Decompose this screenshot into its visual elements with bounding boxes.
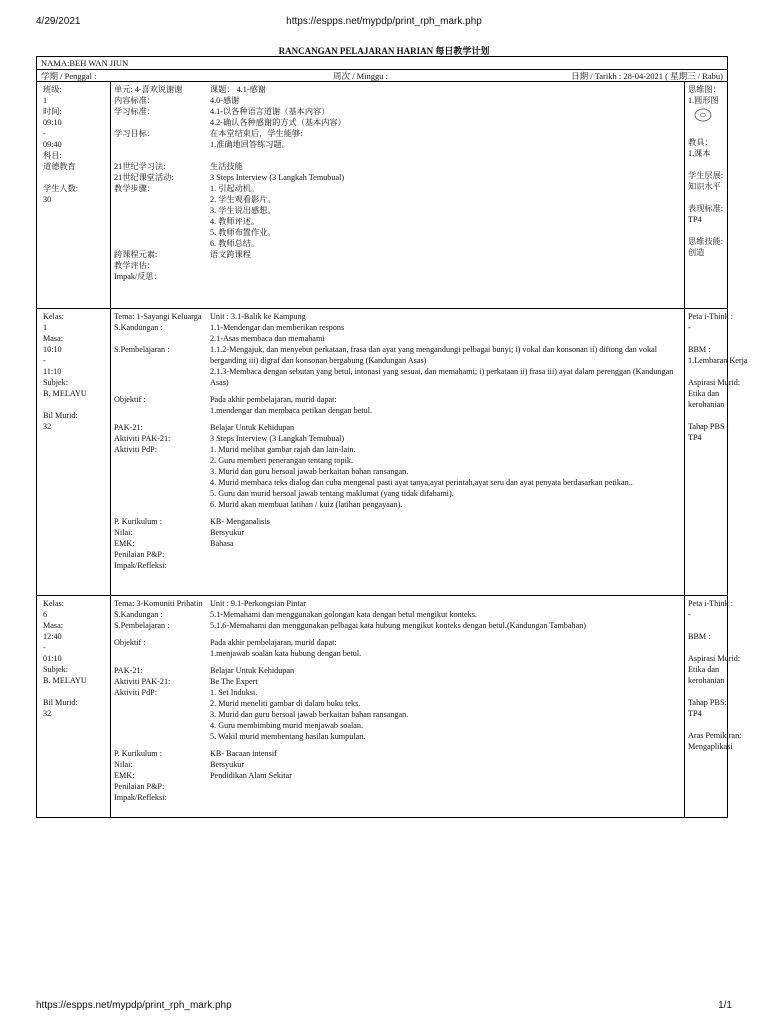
lesson-row bbox=[114, 792, 681, 803]
print-header bbox=[36, 16, 732, 30]
row-label: 教学评估： bbox=[114, 261, 155, 270]
class-info-column bbox=[37, 82, 111, 308]
lesson-row bbox=[114, 770, 681, 781]
lesson-row bbox=[114, 249, 681, 260]
row-value-line: KB- Menganalisis bbox=[210, 517, 270, 526]
row-label: S.Kandungan : bbox=[114, 610, 163, 619]
lesson-row bbox=[114, 527, 681, 538]
resource-line: 1.课本 bbox=[688, 149, 711, 158]
row-value bbox=[210, 560, 681, 571]
resources-column bbox=[685, 82, 727, 308]
row-value-line: 在本堂结束后，学生能够: bbox=[210, 129, 303, 138]
lesson-details-column bbox=[111, 596, 685, 817]
row-label: 学习目标： bbox=[114, 129, 155, 138]
class-info-line: Masa: bbox=[43, 621, 64, 630]
row-value-line: 3. Murid dan guru bersoal jawab berkaitan bahan ransangan. bbox=[210, 467, 409, 476]
class-info-line: 01:10 bbox=[43, 654, 62, 663]
row-label: Aktiviti PAK-21: bbox=[114, 677, 171, 686]
row-value bbox=[210, 260, 681, 271]
class-info-line: 1 bbox=[43, 323, 48, 332]
row-value-line: 语文跨课程 bbox=[210, 250, 251, 259]
row-value bbox=[210, 637, 681, 659]
row-value-line: 2. 学生观看影片。 bbox=[210, 195, 276, 204]
resource-line: TP4 bbox=[688, 709, 702, 718]
class-info-line bbox=[43, 172, 110, 183]
row-value-line bbox=[210, 781, 681, 792]
row-label: S.Pembelajaran : bbox=[114, 345, 170, 354]
row-value-line: Be The Expert bbox=[210, 677, 258, 686]
row-value-line: Bersyukur bbox=[210, 528, 245, 537]
class-info-line: Subjek: bbox=[43, 665, 69, 674]
lesson-row bbox=[114, 676, 681, 687]
lesson-row bbox=[114, 128, 681, 150]
row-value bbox=[210, 549, 681, 560]
row-label: 内容标准： bbox=[114, 96, 155, 105]
lesson-row bbox=[114, 620, 681, 631]
row-label: Aktiviti PAK-21: bbox=[114, 434, 171, 443]
row-value-line: 2. Guru memberi penerangan tentang topik. bbox=[210, 456, 354, 465]
row-value bbox=[210, 792, 681, 803]
row-value bbox=[210, 95, 681, 106]
class-info-line: 12:40 bbox=[43, 632, 62, 641]
lesson-row bbox=[114, 538, 681, 549]
row-value-line: 1.准确地回答练习题。 bbox=[210, 140, 290, 149]
resources-column bbox=[685, 309, 748, 595]
resource-line: Tahap PBS : bbox=[688, 422, 729, 431]
row-value bbox=[210, 422, 681, 433]
resource-line: 思维图： bbox=[688, 85, 721, 94]
row-label: Impak/反思： bbox=[114, 272, 162, 281]
resource-line: Aspirasi Murid: bbox=[688, 654, 741, 663]
row-value-line: 1. Murid melihat gambar rajah dan lain-lain. bbox=[210, 445, 356, 454]
resource-line: BBM : bbox=[688, 345, 711, 354]
resource-line bbox=[688, 719, 727, 730]
class-info-line: - bbox=[43, 643, 46, 652]
row-value bbox=[210, 394, 681, 416]
row-value-line: 生活技能 bbox=[210, 162, 243, 171]
row-value-line: Bahasa bbox=[210, 539, 234, 548]
class-info-line: 道德教育 bbox=[43, 162, 76, 171]
row-label: 教学步骤： bbox=[114, 184, 155, 193]
row-label: 21世纪学习法: bbox=[114, 162, 166, 171]
row-value bbox=[210, 598, 681, 609]
lesson-row bbox=[114, 665, 681, 676]
row-value-line bbox=[210, 150, 681, 161]
lesson-row bbox=[114, 598, 681, 609]
resource-line: Peta i-Think : bbox=[688, 599, 734, 608]
class-info-line: - bbox=[43, 356, 46, 365]
row-value-line: Pada akhir pembelajaran, murid dapat: bbox=[210, 638, 337, 647]
lesson-row bbox=[114, 311, 681, 322]
row-value-line: KB- Bacaan intensif bbox=[210, 749, 277, 758]
row-value bbox=[210, 516, 681, 527]
row-value-line: Pada akhir pembelajaran, murid dapat: bbox=[210, 395, 337, 404]
print-url[interactable]: https://espps.net/mypdp/print_rph_mark.php bbox=[286, 16, 482, 27]
class-info-line: Subjek: bbox=[43, 378, 69, 387]
lesson-row bbox=[114, 394, 681, 416]
lesson-row bbox=[114, 172, 681, 183]
lesson-block-bm-1 bbox=[36, 309, 748, 596]
row-label: Nilai: bbox=[114, 528, 133, 537]
row-label: Impak/Refleksi: bbox=[114, 793, 167, 802]
row-value-line: 5. Guru dan murid bersoal jawab tentang maklumat (yang tidak difahami). bbox=[210, 489, 454, 498]
row-value-line: 1.1.2-Mengajuk, dan menyebut perkataan, frasa dan ayat yang mengandungi pelbagai bunyi; i) vokal dan konsonan ii) diftong dan vokal berganding iii) digraf dan konsonan bergabung (Kandungan Asas) bbox=[210, 345, 658, 365]
row-label: 单元: 4-喜欢说谢谢 bbox=[114, 85, 183, 94]
resource-line bbox=[688, 410, 727, 421]
row-value bbox=[210, 172, 681, 183]
row-value-line bbox=[210, 792, 681, 803]
class-info-line: 6 bbox=[43, 610, 48, 619]
row-value bbox=[210, 444, 681, 510]
page-number: 1/1 bbox=[718, 1000, 732, 1011]
class-info-line: 11:10 bbox=[43, 367, 62, 376]
lesson-details-column bbox=[111, 82, 685, 308]
row-label: Tema: 1-Sayangi Keluarga bbox=[114, 312, 202, 321]
class-info-line: 学生人数: bbox=[43, 184, 79, 193]
footer-url[interactable]: https://espps.net/mypdp/print_rph_mark.php bbox=[36, 1000, 232, 1011]
row-value-line: 2. Murid meneliti gambar di dalam buku teks. bbox=[210, 699, 361, 708]
row-value-line: 2.1.3-Membaca dengan sebutan yang betul, intonasi yang sesuai, dan memahami; i) perkataan ii) frasa iii) ayat dalam perenggan (Kandungan Asas) bbox=[210, 367, 674, 387]
resource-line: kerohanian bbox=[688, 676, 725, 685]
class-info-line: Kelas: bbox=[43, 599, 64, 608]
class-info-line: B. MELAYU bbox=[43, 676, 87, 685]
lesson-row bbox=[114, 444, 681, 510]
class-info-line: 1 bbox=[43, 96, 48, 105]
row-value-line bbox=[210, 549, 681, 560]
resource-line: Peta i-Think : bbox=[688, 312, 734, 321]
class-info-line: B. MELAYU bbox=[43, 389, 87, 398]
row-value bbox=[210, 150, 681, 161]
class-info-line: - bbox=[43, 129, 46, 138]
row-label: PAK-21: bbox=[114, 423, 143, 432]
resource-line bbox=[688, 642, 727, 653]
lesson-row bbox=[114, 84, 681, 95]
lesson-row bbox=[114, 322, 681, 344]
lesson-row bbox=[114, 637, 681, 659]
row-value bbox=[210, 128, 681, 150]
resource-line: Etika dan bbox=[688, 665, 720, 674]
row-label: P. Kurikulum : bbox=[114, 749, 162, 758]
class-info-line: Kelas: bbox=[43, 312, 64, 321]
class-info-line bbox=[43, 399, 110, 410]
row-label: Penilaian P&P: bbox=[114, 550, 165, 559]
row-value-line: 2.1-Asas membaca dan memahami bbox=[210, 334, 325, 343]
row-value bbox=[210, 665, 681, 676]
week-field: 周次 / Minggu : bbox=[333, 71, 389, 81]
resource-line bbox=[688, 225, 727, 236]
date-field: 日期 / Tarikh : 28-04-2021 ( 星期三 / Rabu) bbox=[571, 71, 723, 81]
lesson-row bbox=[114, 687, 681, 742]
resource-line: 思维技能: bbox=[688, 237, 724, 246]
row-value bbox=[210, 322, 681, 344]
row-value-line: 4.1-以各种语言道谢（基本内容） bbox=[210, 107, 330, 116]
class-info-line: 09:40 bbox=[43, 140, 62, 149]
resource-line bbox=[688, 126, 727, 137]
row-value-line: 1. Set Induksi. bbox=[210, 688, 258, 697]
row-label: EMK: bbox=[114, 771, 135, 780]
row-value-line: 4. Guru membimbing murid menjawab soalan. bbox=[210, 721, 364, 730]
class-info-line: 32 bbox=[43, 709, 52, 718]
row-value-line: Bersyukur bbox=[210, 760, 245, 769]
row-value bbox=[210, 676, 681, 687]
row-label: S.Kandungan : bbox=[114, 323, 163, 332]
row-value-line: 6. Murid akan membuat latihan / kuiz (latihan pengayaan). bbox=[210, 500, 403, 509]
class-info-line: 09:10 bbox=[43, 118, 62, 127]
lesson-block-bm-6 bbox=[36, 596, 742, 818]
resources-column bbox=[685, 596, 742, 817]
teacher-name: NAMA:BEH WAN JIUN bbox=[41, 58, 129, 68]
lesson-block-moral bbox=[36, 82, 728, 309]
resource-line bbox=[688, 192, 727, 203]
resource-line bbox=[688, 333, 727, 344]
row-label: 跨课程元素: bbox=[114, 250, 158, 259]
class-info-line: 30 bbox=[43, 195, 52, 204]
class-info-line: Bil Murid: bbox=[43, 698, 78, 707]
row-value-line bbox=[210, 560, 681, 571]
row-value bbox=[210, 527, 681, 538]
lesson-row bbox=[114, 609, 681, 620]
row-label: Objektif : bbox=[114, 638, 146, 647]
resource-line: - bbox=[688, 323, 691, 332]
lesson-details-column bbox=[111, 309, 685, 595]
row-value-line: 课题： 4.1-感谢 bbox=[210, 85, 266, 94]
lesson-row bbox=[114, 161, 681, 172]
row-value-line: Unit : 9.1-Perkongsian Pintar bbox=[210, 599, 306, 608]
row-value-line: 4.0-感谢 bbox=[210, 96, 240, 105]
class-info-line bbox=[43, 686, 110, 697]
row-value-line bbox=[210, 271, 681, 282]
resource-line: Aras Pemikiran: bbox=[688, 731, 742, 740]
row-value-line: 4. 教师评述。 bbox=[210, 217, 260, 226]
resource-line: kerohanian bbox=[688, 400, 725, 409]
resource-line: 知识水平 bbox=[688, 182, 721, 191]
row-value-line: 1. 引起动机。 bbox=[210, 184, 260, 193]
row-value-line: Pendidikan Alam Sekitar bbox=[210, 771, 292, 780]
row-value-line: Belajar Untuk Kehidupan bbox=[210, 666, 295, 675]
row-value bbox=[210, 687, 681, 742]
row-label: P. Kurikulum : bbox=[114, 517, 162, 526]
row-label: Objektif : bbox=[114, 395, 146, 404]
lesson-row bbox=[114, 150, 681, 161]
class-info-column bbox=[37, 596, 111, 817]
row-value bbox=[210, 538, 681, 549]
row-label: Impak/Refleksi: bbox=[114, 561, 167, 570]
lesson-row bbox=[114, 549, 681, 560]
row-value bbox=[210, 106, 681, 128]
lesson-row bbox=[114, 95, 681, 106]
row-label: Nilai: bbox=[114, 760, 133, 769]
document-title: RANCANGAN PELAJARAN HARIAN 每日教学计划 bbox=[278, 46, 490, 56]
row-value bbox=[210, 249, 681, 260]
row-label: Aktiviti PdP: bbox=[114, 445, 157, 454]
lesson-row bbox=[114, 106, 681, 128]
lesson-row bbox=[114, 560, 681, 571]
row-value bbox=[210, 433, 681, 444]
row-value bbox=[210, 770, 681, 781]
row-value bbox=[210, 344, 681, 388]
class-info-line: 班级: bbox=[43, 85, 62, 94]
row-value-line: 1.mendengar dan membaca petikan dengan betul. bbox=[210, 406, 373, 415]
row-value-line: 5.1.6-Memahami dan menggunakan pelbagai kata hubung mengikut konteks dengan betul.(Kandungan Tambahan) bbox=[210, 621, 587, 630]
resource-line: Etika dan bbox=[688, 389, 720, 398]
lesson-row bbox=[114, 433, 681, 444]
row-value bbox=[210, 271, 681, 282]
row-value bbox=[210, 781, 681, 792]
row-value-line: 3. 学生说出感想。 bbox=[210, 206, 276, 215]
class-info-line: 时间: bbox=[43, 107, 62, 116]
resource-line: BBM : bbox=[688, 632, 711, 641]
class-info-line: 10:10 bbox=[43, 345, 62, 354]
row-value bbox=[210, 620, 681, 631]
row-label: EMK: bbox=[114, 539, 135, 548]
row-label: PAK-21: bbox=[114, 666, 143, 675]
row-value-line: Unit : 3.1-Balik ke Kampung bbox=[210, 312, 306, 321]
class-info-column bbox=[37, 309, 111, 595]
row-value bbox=[210, 311, 681, 322]
lesson-row bbox=[114, 271, 681, 282]
lesson-row bbox=[114, 183, 681, 249]
row-value-line: 4.2-确认各种感谢的方式（基本内容） bbox=[210, 118, 346, 127]
lesson-row bbox=[114, 422, 681, 433]
resource-line: 学生层展: bbox=[688, 171, 724, 180]
resource-line: - bbox=[688, 610, 691, 619]
lesson-row bbox=[114, 516, 681, 527]
lesson-row bbox=[114, 781, 681, 792]
lesson-row bbox=[114, 344, 681, 388]
row-label: 21世纪课堂活动: bbox=[114, 173, 174, 182]
circle-map-icon bbox=[694, 108, 712, 122]
row-value bbox=[210, 748, 681, 759]
resource-line: Aspirasi Murid: bbox=[688, 378, 741, 387]
row-value-line: 5. 教师布置作业。 bbox=[210, 228, 276, 237]
resource-line: 教具： bbox=[688, 138, 713, 147]
row-value-line: 1.menjawab soalan kata hubung dengan betul. bbox=[210, 649, 362, 658]
row-value-line: 5. Wakil murid membentang hasilan kumpulan. bbox=[210, 732, 366, 741]
row-value-line: 5.1-Memahami dan menggunakan golongan kata dengan betul mengikut konteks. bbox=[210, 610, 477, 619]
class-info-line: Masa: bbox=[43, 334, 64, 343]
row-label: Tema: 3-Komuniti Prihatin bbox=[114, 599, 203, 608]
teacher-info-box bbox=[36, 56, 728, 82]
resource-line: Mengaplikasi bbox=[688, 742, 733, 751]
resource-line: TP4 bbox=[688, 215, 702, 224]
term-field: 学期 / Penggal : bbox=[41, 71, 97, 81]
resource-line bbox=[688, 159, 727, 170]
row-value bbox=[210, 84, 681, 95]
row-value bbox=[210, 161, 681, 172]
lesson-row bbox=[114, 748, 681, 759]
row-label: Penilaian P&P: bbox=[114, 782, 165, 791]
resource-line: 1.Lembaran Kerja bbox=[688, 356, 748, 365]
class-info-line: 32 bbox=[43, 422, 52, 431]
print-date: 4/29/2021 bbox=[36, 16, 81, 27]
row-value-line: 3 Steps Interview (3 Langkah Temubual) bbox=[210, 434, 345, 443]
row-value-line bbox=[210, 260, 681, 271]
row-value-line: 4. Murid membaca teks dialog dan cuba mengenal pasti ayat tanya,ayat perintah,ayat seru dan ayat penyata berdasarkan petikan.. bbox=[210, 478, 633, 487]
row-value bbox=[210, 609, 681, 620]
resource-line: 表现标准: bbox=[688, 204, 724, 213]
row-label: 学习标准： bbox=[114, 107, 155, 116]
row-label: Aktiviti PdP: bbox=[114, 688, 157, 697]
lesson-row bbox=[114, 260, 681, 271]
resource-line: 1.圆形图 bbox=[688, 96, 719, 105]
row-value-line: 1.1-Mendengar dan memberikan respons bbox=[210, 323, 345, 332]
row-value bbox=[210, 183, 681, 249]
resource-line: 创造 bbox=[688, 248, 705, 257]
row-value-line: 3 Steps Interview (3 Langkah Temubual) bbox=[210, 173, 345, 182]
class-info-line: 科目: bbox=[43, 151, 62, 160]
resource-line bbox=[688, 366, 727, 377]
resource-line bbox=[688, 620, 727, 631]
print-footer bbox=[36, 1000, 732, 1014]
row-value bbox=[210, 759, 681, 770]
row-label: S.Pembelajaran : bbox=[114, 621, 170, 630]
row-value-line: Belajar Untuk Kehidupan bbox=[210, 423, 295, 432]
lesson-row bbox=[114, 759, 681, 770]
resource-line: Tahap PBS: bbox=[688, 698, 727, 707]
row-value-line: 6. 教师总结。 bbox=[210, 239, 260, 248]
resource-line bbox=[688, 686, 727, 697]
resource-line: TP4 bbox=[688, 433, 702, 442]
class-info-line: Bil Murid: bbox=[43, 411, 78, 420]
row-value-line: 3. Murid dan guru bersoal jawab berkaitan bahan ransangan. bbox=[210, 710, 409, 719]
